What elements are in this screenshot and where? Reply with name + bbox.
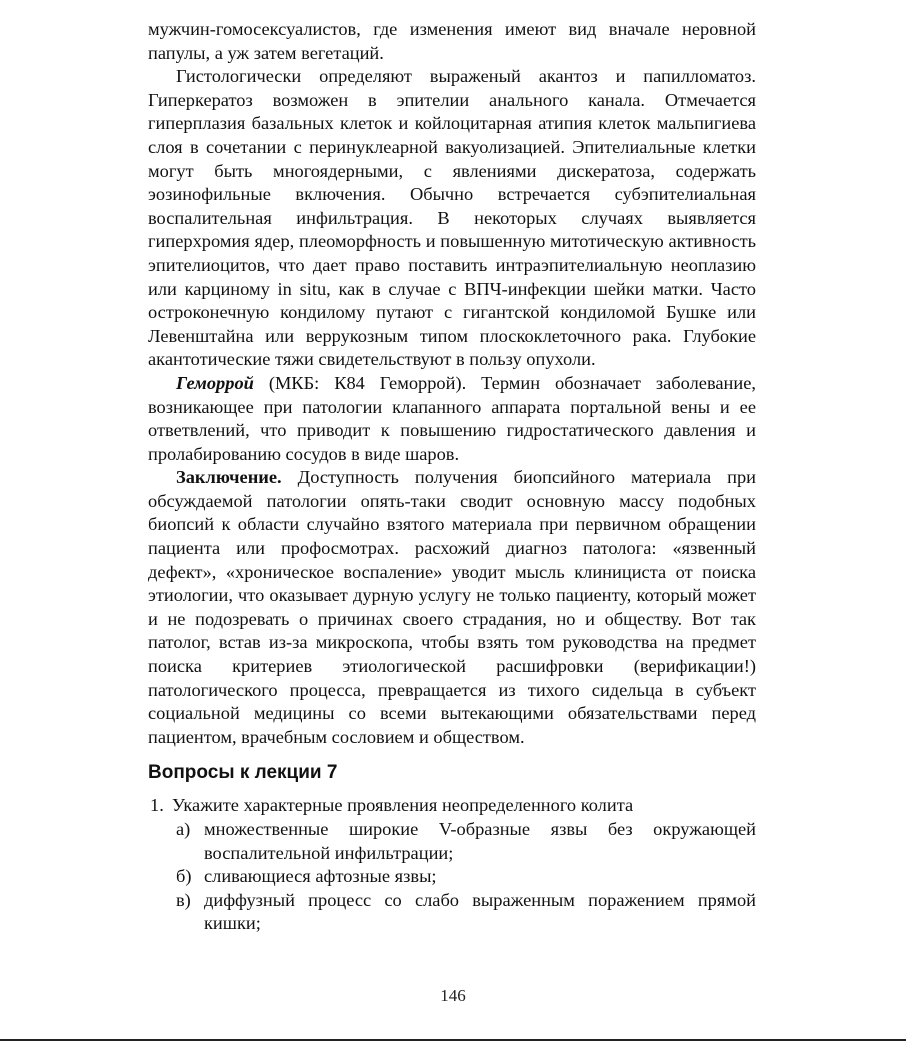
question-number: 1. <box>150 795 164 816</box>
section-heading: Вопросы к лекции 7 <box>148 762 338 784</box>
term-conclusion: Заключение. <box>176 467 282 488</box>
bottom-rule <box>0 1039 906 1041</box>
option-letter: а) <box>176 819 191 839</box>
option-text: диффузный процесс со слабо выраженным поражением прямой кишки; <box>204 889 756 934</box>
term-hemorrhoids: Геморрой <box>176 372 254 393</box>
option-text: сливающиеся афтозные язвы; <box>204 866 437 887</box>
answer-option <box>148 818 756 865</box>
paragraph-histology: Гистологически определяют выраженый акантоз и папилломатоз. Гиперкератоз возможен в эпителии анального канала. Отмечается гиперплазия базальных клеток и койлоцитарная атипия клеток мальпигиева слоя в сочетании с перинуклеарной вакуолизацией. Эпителиальные клетки могут быть многоядерными, с явлениями дискератоза, содержать эозинофильные включения. Обычно встречается субэпителиальная воспалительная инфильтрация. В некоторых случаях выявляется гиперхромия ядер, плеоморфность и повышенную митотическую активность эпителиоцитов, что дает право поставить интраэпителиальную неоплазию или карциному in situ, как в случае с ВПЧ-инфекции шейки матки. Часто остроконечную кондилому путают с гигантской кондиломой Бушке или Левенштайна или веррукозным типом плоскоклеточного рака. Глубокие акантотические тяжи свидетельствуют в пользу опухоли. <box>148 66 756 370</box>
answer-option <box>148 865 756 889</box>
question-text: Укажите характерные проявления неопределенного колита <box>172 795 634 816</box>
option-letter: б) <box>176 866 192 887</box>
option-letter: в) <box>176 889 191 910</box>
paragraph-continued: мужчин-гомосексуалистов, где изменения имеют вид вначале неровной папулы, а уж затем вегетаций. <box>148 19 756 63</box>
page-number: 146 <box>440 986 466 1005</box>
page-text <box>148 18 756 936</box>
paragraph-conclusion <box>148 466 756 749</box>
question-item <box>148 794 756 818</box>
paragraph-conclusion-text: Доступность получения биопсийного материала при обсуждаемой патологии опять-таки сводит основную массу подобных биопсий к области случайно взятого материала при первичном обращении пациента или профосмотрах. расхожий диагноз патолога: «язвенный дефект», «хроническое воспаление» уводит мысль клинициста от поиска этиологии, что оказывает дурную услугу не только пациенту, который может и не подозревать о причинах своего страдания, но и обществу. Вот так патолог, встав из-за микроскопа, чтобы взять том руководства на предмет поиска критериев этиологической расшифровки (верификации!) патологического процесса, превращается из тихого сидельца в субъект социальной медицины со всеми вытекающими обязательствами перед пациентом, врачебным сословием и обществом. <box>148 467 756 747</box>
answer-option <box>148 889 756 936</box>
option-text: множественные широкие V-образные язвы без окружающей воспалительной инфильтрации; <box>204 819 756 863</box>
paragraph-hemorrhoids-text: (МКБ: К84 Геморрой). Термин обозначает заболевание, возникающее при патологии клапанного аппарата портальной вены и ее ответвлений, что приводит к повышению гидростатического давления и пролабированию сосудов в виде шаров. <box>148 372 756 464</box>
paragraph-hemorrhoids <box>148 372 756 466</box>
